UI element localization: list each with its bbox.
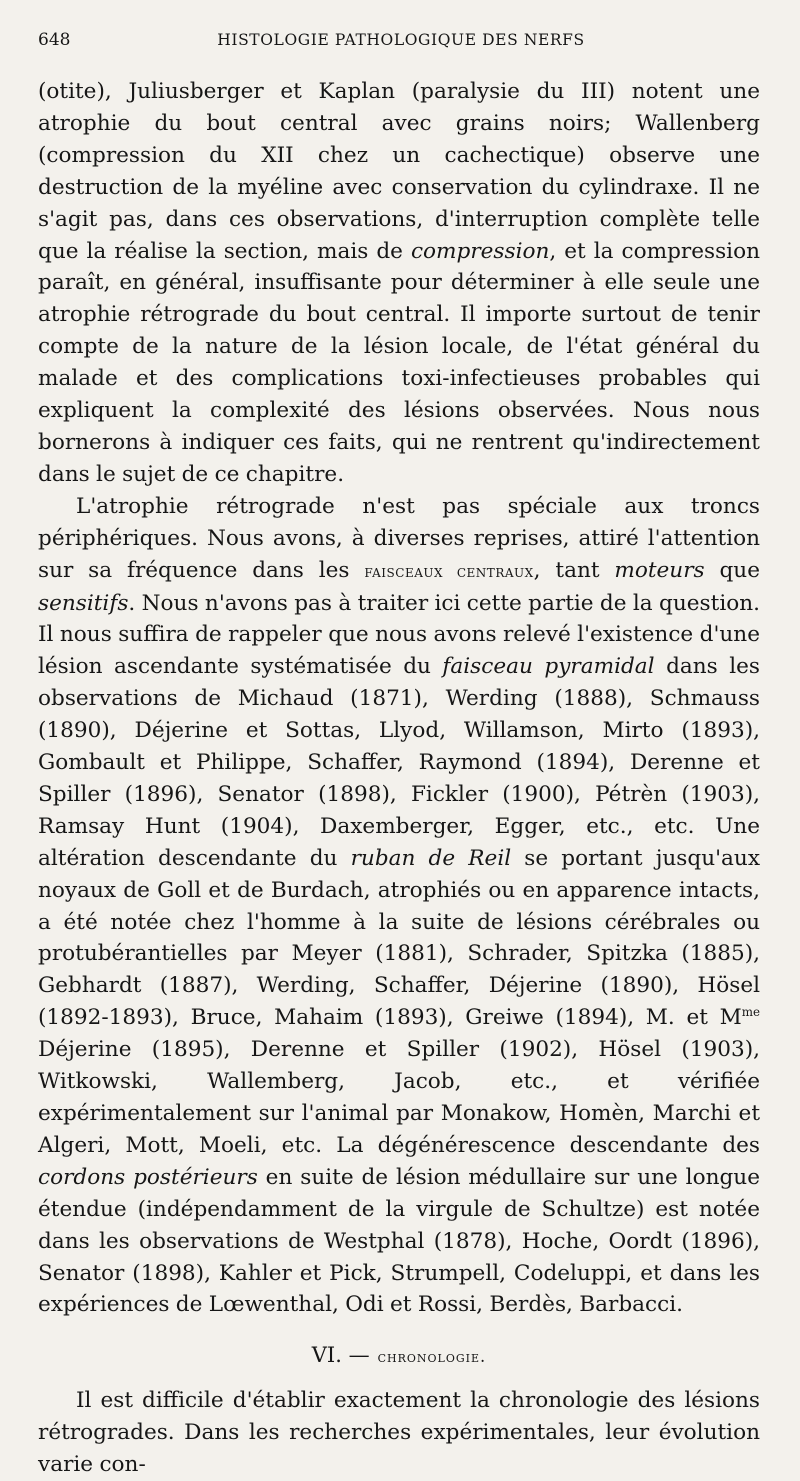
emphasis-faisceau-pyramidal: faisceau pyramidal <box>442 654 655 680</box>
p2-text-4: . Nous n'avons pas à traiter ici cette partie de la question. Il nous suffira de rappeler que nous avons relevé l'existence d'une lésion ascendante systématisée du <box>38 590 760 680</box>
emphasis-cordons-posterieurs: cordons postérieurs <box>38 1164 258 1190</box>
p2-text-7: Déjerine (1895), Derenne et Spiller (1902), Hösel (1903), Witkowski, Wallemberg, Jacob, etc., et vérifiée expérimentalement sur l'animal par Monakow, Homèn, Marchi et Algeri, Mott, Moeli, etc. La dégénérescence descendante des <box>38 1037 760 1158</box>
running-title: HISTOLOGIE PATHOLOGIQUE DES NERFS <box>217 31 585 49</box>
paragraph-2 <box>38 491 760 1322</box>
paragraph-1-text: (otite), Juliusberger et Kaplan (paralysie du III) notent une atrophie du bout central avec grains noirs; Wallenberg (compression du XII chez un cachectique) observe une destruction de la myéline avec conservation du cylindraxe. Il ne s'agit pas, dans ces observations, d'interruption complète telle que la réalise la section, mais de <box>38 79 760 264</box>
paragraph-3 <box>38 1385 760 1481</box>
section-heading <box>38 1343 760 1367</box>
section-title: chronologie. <box>377 1347 487 1367</box>
emphasis-compression: compression <box>410 238 550 264</box>
p2-text-8: en suite de lésion médullaire sur une longue étendue (indépendamment de la virgule de Schultze) est notée dans les observations de Westphal (1878), Hoche, Oordt (1896), Senator (1898), Kahler et Pick, Strumpell, Codeluppi, et dans les expériences de Lœwenthal, Odi et Rossi, Berdès, Barbacci. <box>38 1164 760 1318</box>
emphasis-sensitifs: sensitifs <box>38 590 129 616</box>
page-header <box>38 30 760 76</box>
p2-text-5: dans les observations de Michaud (1871), Werding (1888), Schmauss (1890), Déjerine et Sottas, Llyod, Willamson, Mirto (1893), Gombault et Philippe, Schaffer, Raymond (1894), Derenne et Spiller (1896), Senator (1898), Fickler (1900), Pétrèn (1903), Ramsay Hunt (1904), Daxemberger, Egger, etc., etc. Une altération descendante du <box>38 654 760 871</box>
p2-text-3: que <box>704 557 760 583</box>
p2-text-1: L'atrophie rétrograde n'est pas spéciale aux troncs périphériques. Nous avons, à diverses reprises, attiré l'attention sur sa fréquence dans les <box>38 493 760 583</box>
section-number: VI. — <box>311 1343 370 1368</box>
p2-text-2: , tant <box>533 557 615 583</box>
smallcaps-faisceaux-centraux: faisceaux centraux <box>364 560 534 581</box>
paragraph-1-tail: , et la compression paraît, en général, insuffisante pour déterminer à elle seule une atrophie rétrograde du bout central. Il importe surtout de tenir compte de la nature de la lésion locale, de l'état général du malade et des complications toxi-infectieuses probables qui expliquent la complexité des lésions observées. Nous nous bornerons à indiquer ces faits, qui ne rentrent qu'indirectement dans le sujet de ce chapitre. <box>38 238 760 487</box>
superscript-me: me <box>741 1005 760 1020</box>
body-text <box>38 76 760 1481</box>
paragraph-1 <box>38 76 760 491</box>
page-number: 648 <box>38 30 71 50</box>
emphasis-moteurs: moteurs <box>614 557 705 583</box>
p2-text-6: se portant jusqu'aux noyaux de Goll et de Burdach, atrophiés ou en apparence intacts, a été notée chez l'homme à la suite de lésions cérébrales ou protubérantielles par Meyer (1881), Schrader, Spitzka (1885), Gebhardt (1887), Werding, Schaffer, Déjerine (1890), Hösel (1892-1893), Bruce, Mahaim (1893), Greiwe (1894), M. et M <box>38 845 761 1031</box>
paragraph-3-text: Il est difficile d'établir exactement la chronologie des lésions rétrogrades. Dans les recherches expérimentales, leur évolution varie con- <box>38 1388 760 1478</box>
emphasis-ruban-de-reil: ruban de Reil <box>350 845 512 871</box>
